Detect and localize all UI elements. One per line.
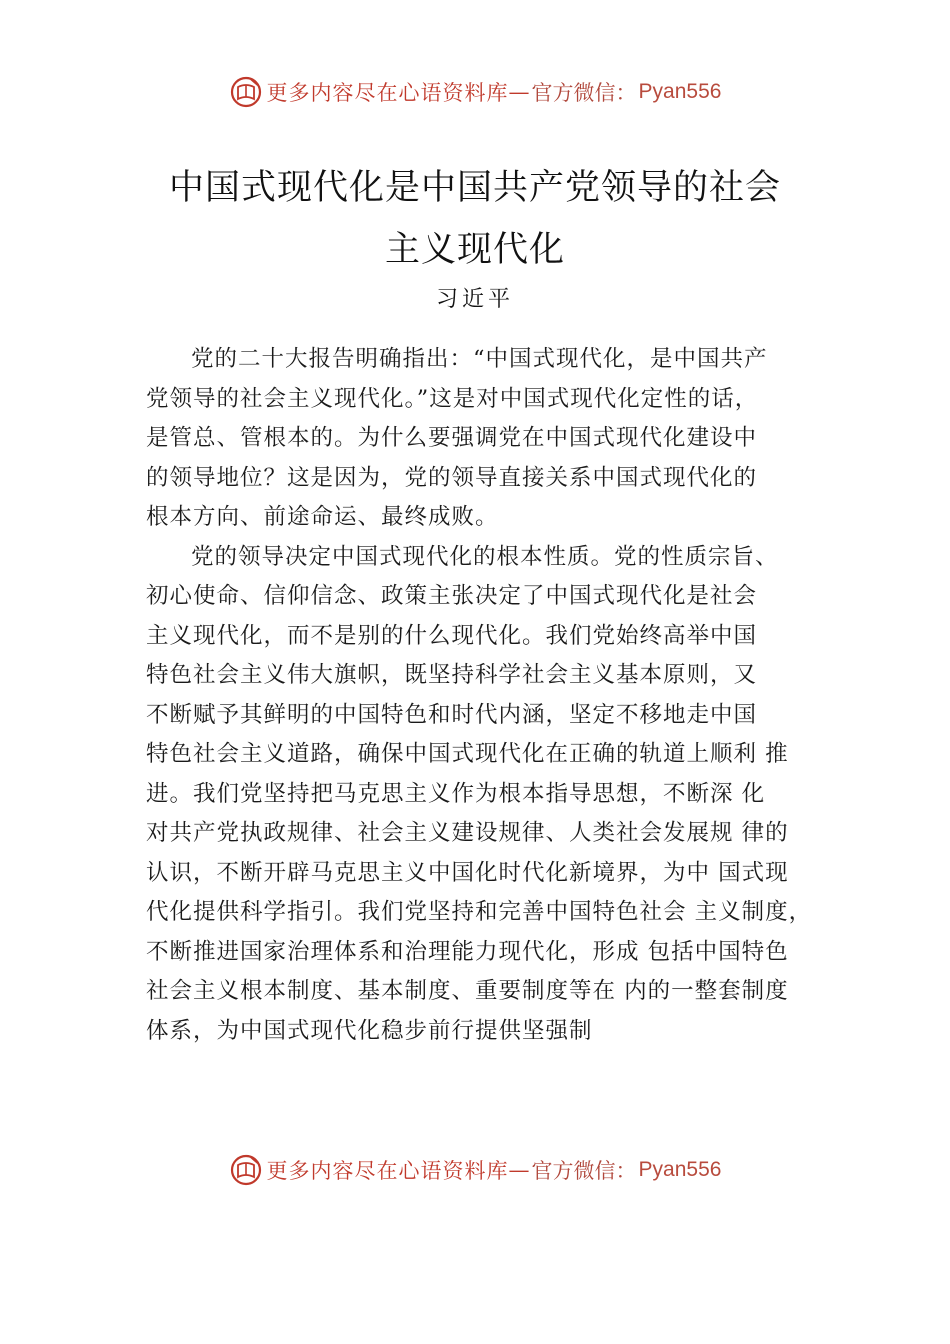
body-line: 主义现代化，而不是别的什么现代化。我们党始终高举中国 [146,622,758,649]
body-line: 特色社会主义道路，确保中国式现代化在正确的轨道上顺利 推 [146,741,789,767]
banner-wechat-label: 官方微信： [531,81,637,105]
body-line: 代化提供科学指引。我们党坚持和完善中国特色社会 主义制度， [146,899,813,925]
body-line: 对共产党执政规律、社会主义建设规律、人类社会发展规 律的 [146,820,789,846]
body-line: 党的领导决定中国式现代化的根本性质。党的性质宗旨、 [191,543,779,570]
author-name: 习近平 [435,287,514,312]
banner-ad-text: 更多内容尽在心语资料库 [266,81,509,105]
footer-banner [0,1150,950,1190]
body-line: 社会主义根本制度、基本制度、重要制度等在 内的一整套制度 [146,978,789,1004]
banner-wechat-id: Pyan556 [638,80,722,103]
page-title-line-2: 主义现代化 [384,230,565,270]
page-title-line-1: 中国式现代化是中国共产党领导的社会 [168,168,781,208]
body-line: 党领导的社会主义现代化。”这是对中国式现代化定性的话， [146,385,759,412]
body-line: 不断赋予其鲜明的中国特色和时代内涵，坚定不移地走中国 [146,701,758,728]
banner-separator: — [508,1158,530,1182]
body-line: 不断推进国家治理体系和治理能力现代化，形成 包括中国特色 [146,938,789,965]
body-line: 特色社会主义伟大旗帜，既坚持科学社会主义基本原则，又 [146,662,758,688]
body-line: 是管总、管根本的。为什么要强调党在中国式现代化建设中 [146,425,758,451]
article-body [146,340,846,1051]
body-line: 初心使命、信仰信念、政策主张决定了中国式现代化是社会 [146,583,758,609]
body-line: 党的二十大报告明确指出：“中国式现代化，是中国共产 [191,346,768,372]
body-line: 的领导地位？这是因为，党的领导直接关系中国式现代化的 [146,464,758,491]
book-logo-icon [229,1153,263,1187]
banner-ad-text: 更多内容尽在心语资料库 [266,1159,509,1183]
body-line: 根本方向、前途命运、最终成败。 [146,504,499,530]
body-line: 体系，为中国式现代化稳步前行提供坚强制 [146,1017,593,1044]
banner-wechat-id: Pyan556 [638,1158,722,1181]
banner-wechat-label: 官方微信： [531,1159,637,1183]
body-line: 进。我们党坚持把马克思主义作为根本指导思想，不断深 化 [146,780,766,807]
book-logo-icon [229,75,263,109]
banner-separator: — [508,80,530,104]
header-banner [0,72,950,112]
body-line: 认识，不断开辟马克思主义中国化时代化新境界，为中 国式现 [146,859,789,886]
